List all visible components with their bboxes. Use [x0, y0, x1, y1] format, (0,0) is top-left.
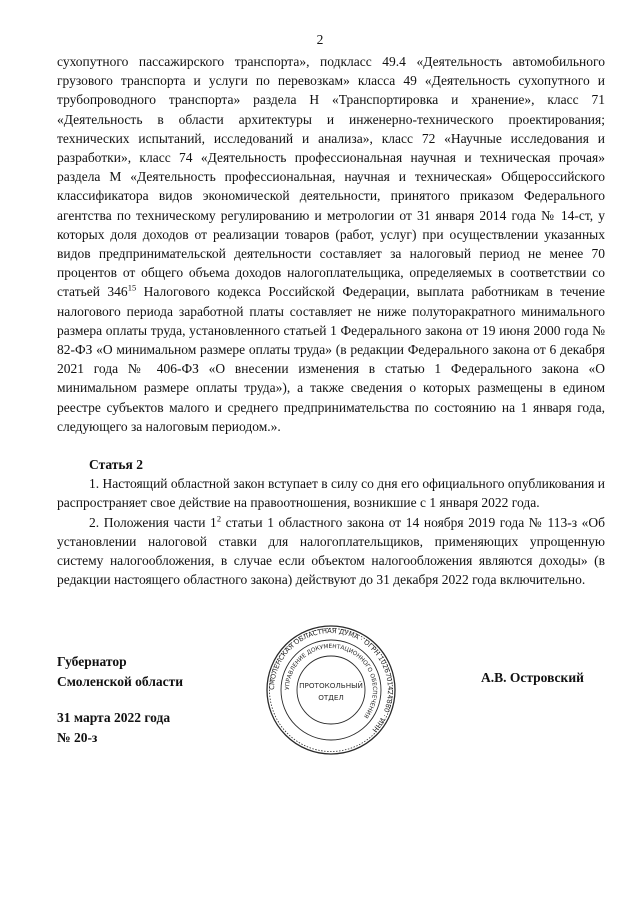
- paragraph-text: статьи 1 областного закона от 14 ноября 2019 года № 113-з «Об установлении налоговой ставки для налогоплательщиков, применяющих упрощенную систему налогообложения, в случае если объектом налогообложения являются доходы» (в редакции настоящего областного закона) действуют до 31 декабря 2022 года включительно.: [57, 514, 606, 588]
- paragraph-text: 2. Положения части 1: [89, 514, 217, 530]
- law-number: № 20-з: [57, 729, 98, 745]
- stamp-center-line-1: ПРОТОКОЛЬНЫЙ: [299, 681, 363, 690]
- superscript: 15: [127, 282, 137, 293]
- stamp-inner-ring: [297, 656, 365, 724]
- article-2-part-1: 1. Настоящий областной закон вступает в силу со дня его официального опубликования и распространяет свое действие на правоотношения, возникшие с 1 января 2022 года.: [57, 476, 605, 511]
- document-body: [57, 52, 605, 589]
- official-stamp: [265, 624, 397, 756]
- paragraph-text: сухопутного пассажирского транспорта», подкласс 49.4 «Деятельность автомобильного грузового транспорта и услуги по перевозкам» класса 49 «Деятельность сухопутного и трубопроводного транспорта» раздела H «Транспортировка и хранение», класс 71 «Деятельность в области архитектуры и инженерно-технического проектирования; технических испытаний, исследований и анализа», класс 72 «Научные исследования и разработки», класс 74 «Деятельность профессиональная научная и техническая прочая» раздела M «Деятельность профессиональная, научная и техническая» Общероссийского классификатора видов экономической деятельности, принятого приказом Федерального агентства по техническому регулированию и метрологии от 31 января 2014 года № 14-ст, у которых доля доходов от реализации товаров (работ, услуг) при осуществлении указанных видов предпринимательской деятельности составляет за налоговый период не менее 70 процентов от общего объема доходов налогоплательщика, определяемых в соответствии со статьей 346: [57, 54, 605, 300]
- page-number: 2: [316, 32, 324, 47]
- signatory-title-line-1: Губернатор: [57, 654, 127, 669]
- stamp-middle-ring: [281, 640, 381, 740]
- stamp-outer-text: СМОЛЕНСКАЯ ОБЛАСТНАЯ ДУМА · ОГРН 1026701424880 · ИНН: [267, 626, 395, 734]
- superscript: 2: [216, 513, 222, 524]
- signing-info: [57, 708, 170, 747]
- paragraph-text: Налогового кодекса Российской Федерации, выплата работникам в течение налогового периода заработной платы составляет не ниже полуторакратного минимального размера оплаты труда, установленного статьей 1 Федерального закона от 19 июня 2000 года № 82-ФЗ «О минимальном размере оплаты труда» (в редакции Федерального закона от 6 декабря 2021 года № 406-ФЗ «О внесении изменения в статью 1 Федерального закона «О минимальном размере оплаты труда»), а также сведения о которых размещены в едином реестре субъектов малого и среднего предпринимательства по состоянию на 1 января года, следующего за налоговым периодом.».: [57, 284, 605, 434]
- paragraph-continuation: [57, 52, 605, 436]
- signatory-title-line-2: Смоленской области: [57, 673, 184, 689]
- signing-date: 31 марта 2022 года: [57, 710, 171, 725]
- signatory-title: [57, 652, 183, 691]
- stamp-center-line-2: ОТДЕЛ: [318, 693, 344, 702]
- stamp-inner-text: УПРАВЛЕНИЕ ДОКУМЕНТАЦИОННОГО ОБЕСПЕЧЕНИЯ: [284, 643, 378, 719]
- article-2-title: Статья 2: [89, 457, 143, 473]
- article-2-part-2: [57, 513, 605, 590]
- signatory-name: А.В. Островский: [481, 670, 584, 685]
